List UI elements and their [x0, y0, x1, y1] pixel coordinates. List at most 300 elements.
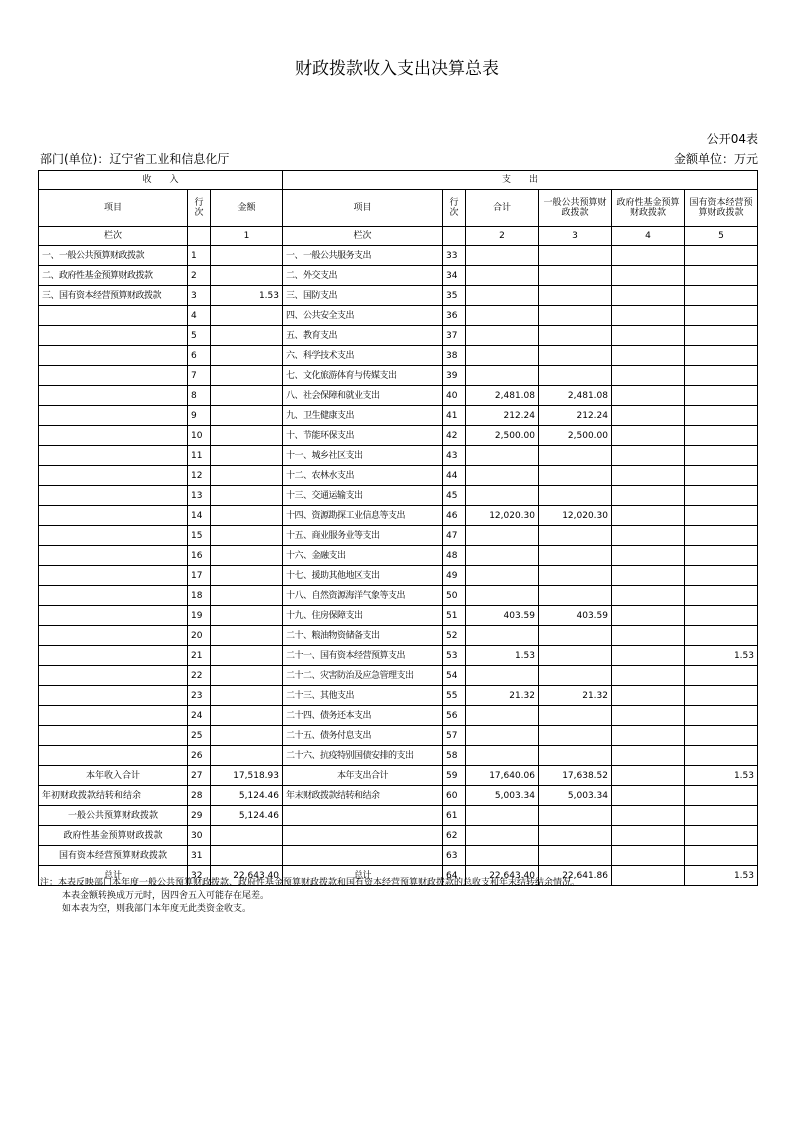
income-line: 11 [188, 446, 211, 466]
expense-total: 12,020.30 [466, 506, 539, 526]
income-line: 18 [188, 586, 211, 606]
income-item [39, 606, 188, 626]
expense-line: 37 [443, 326, 466, 346]
expense-general: 2,481.08 [539, 386, 612, 406]
expense-total [466, 566, 539, 586]
col-num-label: 栏次 [39, 227, 188, 246]
expense-state [685, 626, 758, 646]
expense-item: 六、科学技术支出 [283, 346, 443, 366]
income-amount [211, 446, 283, 466]
income-line: 20 [188, 626, 211, 646]
expense-general: 22,641.86 [539, 866, 612, 886]
expense-state [685, 606, 758, 626]
expense-total [466, 446, 539, 466]
expense-line: 64 [443, 866, 466, 886]
expense-item: 一、一般公共服务支出 [283, 246, 443, 266]
expense-fund [612, 686, 685, 706]
income-amount [211, 566, 283, 586]
expense-state [685, 806, 758, 826]
expense-total [466, 806, 539, 826]
income-amount [211, 706, 283, 726]
expense-fund [612, 546, 685, 566]
section-header-row [39, 171, 758, 190]
expense-line: 55 [443, 686, 466, 706]
expense-item: 十六、金融支出 [283, 546, 443, 566]
expense-state [685, 566, 758, 586]
expense-fund [612, 666, 685, 686]
table-row [39, 366, 758, 386]
income-line: 1 [188, 246, 211, 266]
expense-general [539, 526, 612, 546]
expense-fund [612, 526, 685, 546]
expense-general [539, 306, 612, 326]
income-amount: 17,518.93 [211, 766, 283, 786]
table-row [39, 646, 758, 666]
expense-total [466, 466, 539, 486]
income-item: 政府性基金预算财政拨款 [39, 826, 188, 846]
income-line: 15 [188, 526, 211, 546]
expense-fund [612, 786, 685, 806]
unit-label: 金额单位：万元 [673, 152, 758, 166]
expense-fund [612, 646, 685, 666]
expense-state [685, 826, 758, 846]
expense-total: 17,640.06 [466, 766, 539, 786]
expense-state [685, 666, 758, 686]
expense-line: 41 [443, 406, 466, 426]
expense-general [539, 266, 612, 286]
expense-fund [612, 446, 685, 466]
table-row [39, 726, 758, 746]
expense-general [539, 646, 612, 666]
expense-item: 本年支出合计 [283, 766, 443, 786]
income-amount [211, 346, 283, 366]
table-row [39, 666, 758, 686]
expense-item: 十八、自然资源海洋气象等支出 [283, 586, 443, 606]
col-num-blank-2 [443, 227, 466, 246]
income-amount [211, 326, 283, 346]
table-row [39, 266, 758, 286]
income-item [39, 726, 188, 746]
expense-state [685, 386, 758, 406]
income-item [39, 506, 188, 526]
expense-fund [612, 386, 685, 406]
expense-item: 二十五、债务付息支出 [283, 726, 443, 746]
expense-total [466, 286, 539, 306]
income-item [39, 566, 188, 586]
note-3: 如本表为空，则我部门本年度无此类资金收支。 [62, 904, 252, 914]
income-section-header: 收 入 [39, 171, 283, 190]
expense-general [539, 246, 612, 266]
income-amount: 22,643.40 [211, 866, 283, 886]
income-line: 30 [188, 826, 211, 846]
expense-item: 二十、粮油物资储备支出 [283, 626, 443, 646]
page-title: 财政拨款收入支出决算总表 [295, 59, 499, 79]
income-amount [211, 246, 283, 266]
income-item [39, 526, 188, 546]
expense-line: 57 [443, 726, 466, 746]
income-line: 7 [188, 366, 211, 386]
expense-fund [612, 566, 685, 586]
table-row [39, 566, 758, 586]
expense-total [466, 626, 539, 646]
expense-item: 五、教育支出 [283, 326, 443, 346]
income-amount [211, 526, 283, 546]
table-row [39, 626, 758, 646]
table-row [39, 686, 758, 706]
expense-fund [612, 726, 685, 746]
table-row [39, 306, 758, 326]
expense-state [685, 426, 758, 446]
expense-general [539, 586, 612, 606]
expense-general: 212.24 [539, 406, 612, 426]
expense-state [685, 446, 758, 466]
table-row [39, 826, 758, 846]
expense-fund [612, 486, 685, 506]
col-num-label-2: 栏次 [283, 227, 443, 246]
expense-fund [612, 306, 685, 326]
expense-general [539, 466, 612, 486]
expense-fund [612, 746, 685, 766]
income-amount: 5,124.46 [211, 806, 283, 826]
income-amount [211, 586, 283, 606]
expense-total [466, 666, 539, 686]
income-amount [211, 406, 283, 426]
expense-line: 62 [443, 826, 466, 846]
header-amount: 金额 [211, 190, 283, 227]
expense-line: 48 [443, 546, 466, 566]
income-line: 8 [188, 386, 211, 406]
expense-line: 42 [443, 426, 466, 446]
income-amount [211, 466, 283, 486]
header-line-2: 行次 [443, 190, 466, 227]
income-line: 13 [188, 486, 211, 506]
col-num-blank [188, 227, 211, 246]
expense-state [685, 526, 758, 546]
expense-total [466, 846, 539, 866]
income-item [39, 366, 188, 386]
expense-item: 十一、城乡社区支出 [283, 446, 443, 466]
expense-item: 年末财政拨款结转和结余 [283, 786, 443, 806]
income-line: 26 [188, 746, 211, 766]
expense-general [539, 366, 612, 386]
income-amount [211, 666, 283, 686]
expense-line: 38 [443, 346, 466, 366]
income-item [39, 386, 188, 406]
expense-fund [612, 506, 685, 526]
expense-line: 34 [443, 266, 466, 286]
col-num-d: 4 [612, 227, 685, 246]
form-number: 公开04表 [706, 132, 758, 146]
table-row [39, 746, 758, 766]
table-row [39, 706, 758, 726]
income-line: 9 [188, 406, 211, 426]
income-line: 14 [188, 506, 211, 526]
expense-item: 十、节能环保支出 [283, 426, 443, 446]
expense-line: 53 [443, 646, 466, 666]
expense-general [539, 846, 612, 866]
expense-line: 54 [443, 666, 466, 686]
income-amount [211, 686, 283, 706]
note-2: 本表金额转换成万元时，因四舍五入可能存在尾差。 [62, 891, 270, 901]
expense-fund [612, 706, 685, 726]
header-fund: 政府性基金预算财政拨款 [612, 190, 685, 227]
expense-line: 40 [443, 386, 466, 406]
income-item [39, 486, 188, 506]
expense-general [539, 546, 612, 566]
expense-state [685, 586, 758, 606]
expense-item: 二、外交支出 [283, 266, 443, 286]
expense-state [685, 486, 758, 506]
expense-fund [612, 246, 685, 266]
expense-line: 47 [443, 526, 466, 546]
table-row [39, 486, 758, 506]
table-row [39, 546, 758, 566]
income-line: 27 [188, 766, 211, 786]
table-row [39, 326, 758, 346]
expense-total [466, 366, 539, 386]
income-item: 三、国有资本经营预算财政拨款 [39, 286, 188, 306]
expense-fund [612, 426, 685, 446]
income-item: 本年收入合计 [39, 766, 188, 786]
expense-item: 二十二、灾害防治及应急管理支出 [283, 666, 443, 686]
expense-general: 2,500.00 [539, 426, 612, 446]
expense-total [466, 326, 539, 346]
expense-fund [612, 866, 685, 886]
table-row [39, 846, 758, 866]
table-row [39, 406, 758, 426]
table-row [39, 506, 758, 526]
expense-line: 44 [443, 466, 466, 486]
expense-total [466, 586, 539, 606]
income-item [39, 646, 188, 666]
expense-total [466, 726, 539, 746]
expense-general [539, 746, 612, 766]
expense-item: 十五、商业服务业等支出 [283, 526, 443, 546]
income-item [39, 746, 188, 766]
expense-total [466, 486, 539, 506]
income-amount [211, 366, 283, 386]
expense-fund [612, 286, 685, 306]
expense-line: 63 [443, 846, 466, 866]
table-row [39, 346, 758, 366]
expense-general [539, 806, 612, 826]
expense-fund [612, 626, 685, 646]
expense-general [539, 346, 612, 366]
expense-fund [612, 346, 685, 366]
expense-line: 51 [443, 606, 466, 626]
column-header-row [39, 190, 758, 227]
expense-item: 四、公共安全支出 [283, 306, 443, 326]
income-amount [211, 306, 283, 326]
income-item: 年初财政拨款结转和结余 [39, 786, 188, 806]
expense-state [685, 506, 758, 526]
income-line: 4 [188, 306, 211, 326]
expense-item: 八、社会保障和就业支出 [283, 386, 443, 406]
income-amount [211, 386, 283, 406]
expense-item: 十七、援助其他地区支出 [283, 566, 443, 586]
income-amount [211, 546, 283, 566]
expense-state [685, 706, 758, 726]
expense-line: 35 [443, 286, 466, 306]
expense-total [466, 706, 539, 726]
expense-total [466, 746, 539, 766]
income-item: 二、政府性基金预算财政拨款 [39, 266, 188, 286]
expense-total: 212.24 [466, 406, 539, 426]
expense-line: 39 [443, 366, 466, 386]
expense-general [539, 626, 612, 646]
expense-state: 1.53 [685, 766, 758, 786]
expense-line: 45 [443, 486, 466, 506]
income-line: 28 [188, 786, 211, 806]
header-state: 国有资本经营预算财政拨款 [685, 190, 758, 227]
income-item: 总计 [39, 866, 188, 886]
expense-general [539, 446, 612, 466]
expense-state [685, 286, 758, 306]
expense-line: 36 [443, 306, 466, 326]
expense-general: 21.32 [539, 686, 612, 706]
expense-state [685, 686, 758, 706]
expense-state [685, 746, 758, 766]
income-item: 一般公共预算财政拨款 [39, 806, 188, 826]
income-amount [211, 606, 283, 626]
department-label: 部门(单位)：辽宁省工业和信息化厅 [40, 152, 230, 166]
income-line: 6 [188, 346, 211, 366]
expense-item: 二十四、债务还本支出 [283, 706, 443, 726]
expense-state [685, 846, 758, 866]
expense-general [539, 286, 612, 306]
income-item [39, 466, 188, 486]
expense-general: 5,003.34 [539, 786, 612, 806]
income-line: 21 [188, 646, 211, 666]
table-row [39, 586, 758, 606]
income-item: 一、一般公共预算财政拨款 [39, 246, 188, 266]
expense-total [466, 266, 539, 286]
expense-general: 17,638.52 [539, 766, 612, 786]
income-line: 25 [188, 726, 211, 746]
header-general: 一般公共预算财政拨款 [539, 190, 612, 227]
income-line: 24 [188, 706, 211, 726]
income-amount [211, 746, 283, 766]
header-total: 合计 [466, 190, 539, 227]
expense-line: 58 [443, 746, 466, 766]
column-number-row [39, 227, 758, 246]
expense-total [466, 306, 539, 326]
expense-fund [612, 266, 685, 286]
income-item [39, 706, 188, 726]
expense-item: 十二、农林水支出 [283, 466, 443, 486]
expense-item: 总计 [283, 866, 443, 886]
table-row [39, 786, 758, 806]
expense-item: 十三、交通运输支出 [283, 486, 443, 506]
expense-general [539, 826, 612, 846]
income-item: 国有资本经营预算财政拨款 [39, 846, 188, 866]
income-item [39, 686, 188, 706]
income-item [39, 306, 188, 326]
expense-state [685, 246, 758, 266]
expense-general [539, 706, 612, 726]
expense-fund [612, 466, 685, 486]
income-item [39, 586, 188, 606]
income-amount: 5,124.46 [211, 786, 283, 806]
table-row [39, 426, 758, 446]
expense-general: 12,020.30 [539, 506, 612, 526]
income-amount [211, 846, 283, 866]
income-line: 10 [188, 426, 211, 446]
expense-line: 33 [443, 246, 466, 266]
expense-total [466, 346, 539, 366]
expense-line: 43 [443, 446, 466, 466]
expense-total [466, 526, 539, 546]
expense-line: 61 [443, 806, 466, 826]
expense-line: 50 [443, 586, 466, 606]
expense-item: 九、卫生健康支出 [283, 406, 443, 426]
expense-item: 二十三、其他支出 [283, 686, 443, 706]
expense-total: 1.53 [466, 646, 539, 666]
expense-fund [612, 586, 685, 606]
col-num-e: 5 [685, 227, 758, 246]
expense-general [539, 486, 612, 506]
income-line: 5 [188, 326, 211, 346]
income-line: 3 [188, 286, 211, 306]
income-amount [211, 726, 283, 746]
expense-item [283, 846, 443, 866]
expense-total [466, 246, 539, 266]
expense-item: 十四、资源勘探工业信息等支出 [283, 506, 443, 526]
expense-general [539, 726, 612, 746]
expense-item: 二十一、国有资本经营预算支出 [283, 646, 443, 666]
income-item [39, 546, 188, 566]
expense-fund [612, 806, 685, 826]
income-item [39, 326, 188, 346]
income-amount: 1.53 [211, 286, 283, 306]
expense-total [466, 546, 539, 566]
expense-fund [612, 326, 685, 346]
expense-total: 2,500.00 [466, 426, 539, 446]
expense-fund [612, 826, 685, 846]
income-item [39, 446, 188, 466]
income-line: 22 [188, 666, 211, 686]
header-item-2: 项目 [283, 190, 443, 227]
col-num-a: 1 [211, 227, 283, 246]
table-row [39, 766, 758, 786]
income-amount [211, 266, 283, 286]
expense-total [466, 826, 539, 846]
expense-state [685, 406, 758, 426]
expense-total: 21.32 [466, 686, 539, 706]
income-line: 31 [188, 846, 211, 866]
income-line: 2 [188, 266, 211, 286]
income-amount [211, 646, 283, 666]
income-item [39, 626, 188, 646]
expense-line: 59 [443, 766, 466, 786]
expense-item: 十九、住房保障支出 [283, 606, 443, 626]
expense-item: 三、国防支出 [283, 286, 443, 306]
expense-line: 56 [443, 706, 466, 726]
expense-total: 22,643.40 [466, 866, 539, 886]
expense-state [685, 346, 758, 366]
income-item [39, 426, 188, 446]
income-item [39, 666, 188, 686]
col-num-b: 2 [466, 227, 539, 246]
income-line: 32 [188, 866, 211, 886]
expense-state [685, 366, 758, 386]
expense-fund [612, 366, 685, 386]
expense-general [539, 666, 612, 686]
income-line: 16 [188, 546, 211, 566]
expense-line: 52 [443, 626, 466, 646]
table-row [39, 246, 758, 266]
table-row [39, 806, 758, 826]
